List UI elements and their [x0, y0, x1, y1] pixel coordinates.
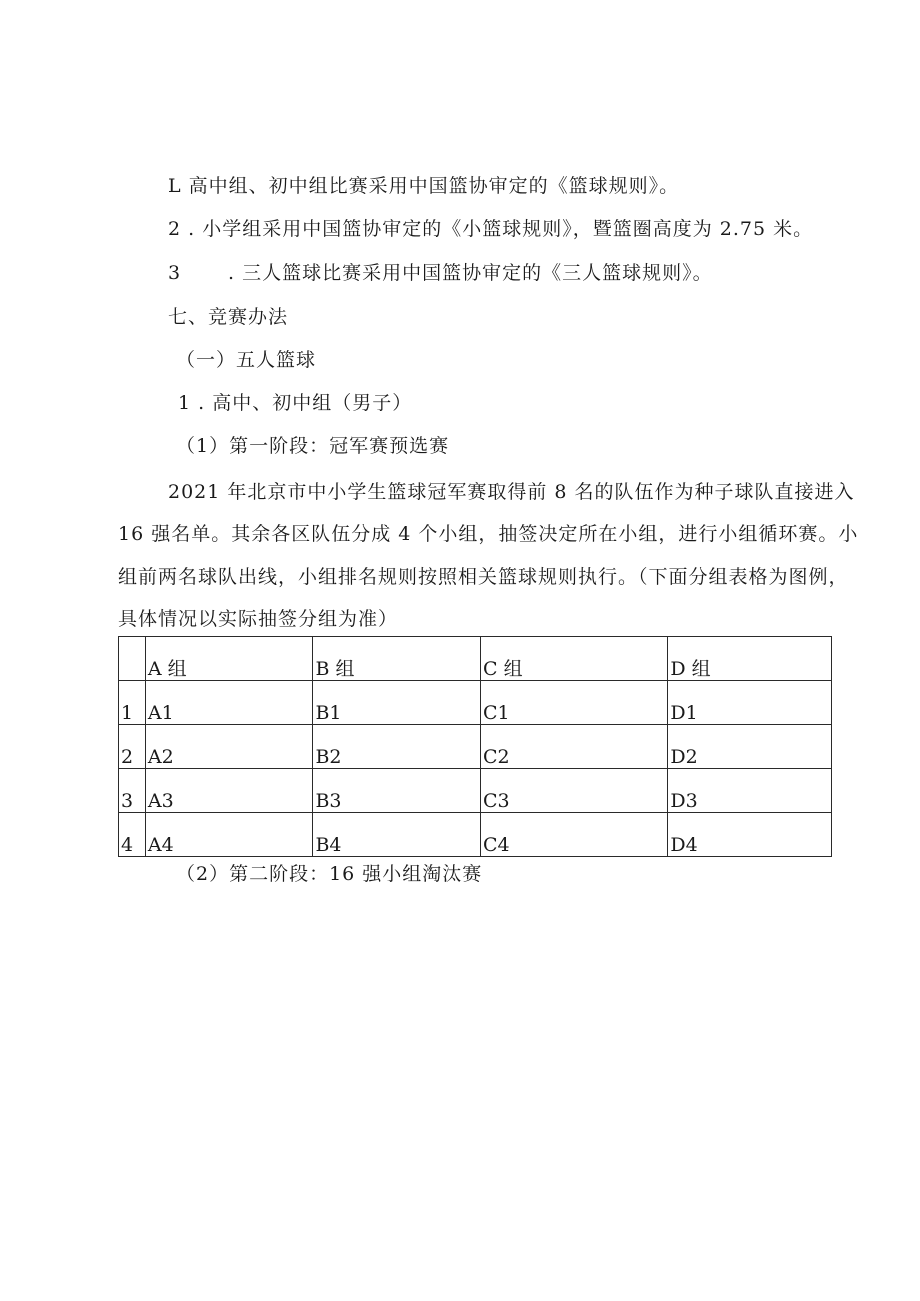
table-row [119, 769, 832, 813]
table-cell: A2 [145, 725, 313, 769]
table-cell: 1 [119, 681, 146, 725]
table-cell: D1 [668, 681, 832, 725]
subsection-high-middle-boys: 1 . 高中、初中组（男子） [178, 392, 413, 414]
table-cell: 3 [119, 769, 146, 813]
table-cell: C4 [481, 813, 668, 857]
table-cell: A4 [145, 813, 313, 857]
rule-item-2: 2 . 小学组采用中国篮协审定的《小篮球规则》，暨篮圈高度为 2.75 米。 [168, 218, 814, 240]
paragraph-line: 组前两名球队出线，小组排名规则按照相关篮球规则执行。（下面分组表格为图例， [118, 566, 849, 588]
section-heading-7: 七、竞赛办法 [168, 306, 289, 328]
table-cell: C1 [481, 681, 668, 725]
stage-1-title: （1）第一阶段：冠军赛预选赛 [176, 435, 450, 457]
rule-item-3 [168, 261, 713, 285]
stage-2-title: （2）第二阶段：16 强小组淘汰赛 [176, 863, 483, 885]
table-row [119, 725, 832, 769]
table-cell: D3 [668, 769, 832, 813]
table-cell: B4 [313, 813, 481, 857]
rule-item-3-text: . 三人篮球比赛采用中国篮协审定的《三人篮球规则》。 [228, 262, 713, 284]
table-header-cell: D 组 [668, 637, 832, 681]
table-cell: D2 [668, 725, 832, 769]
rule-item-1: L 高中组、初中组比赛采用中国篮协审定的《篮球规则》。 [168, 175, 680, 197]
table-row [119, 813, 832, 857]
table-row [119, 681, 832, 725]
table-cell: A3 [145, 769, 313, 813]
table-cell: 2 [119, 725, 146, 769]
table-cell: 4 [119, 813, 146, 857]
rule-item-3-number: 3 [168, 262, 182, 284]
table-header-cell [119, 637, 146, 681]
table-cell: B1 [313, 681, 481, 725]
table-cell: B2 [313, 725, 481, 769]
group-draw-table [118, 636, 832, 857]
paragraph-line: 16 强名单。其余各区队伍分成 4 个小组，抽签决定所在小组，进行小组循环赛。小 [118, 523, 859, 545]
table-cell: C3 [481, 769, 668, 813]
table-cell: C2 [481, 725, 668, 769]
table-header-cell: A 组 [145, 637, 313, 681]
table-cell: A1 [145, 681, 313, 725]
table-header-row [119, 637, 832, 681]
table-header-cell: C 组 [481, 637, 668, 681]
paragraph-line: 2021 年北京市中小学生篮球冠军赛取得前 8 名的队伍作为种子球队直接进入 [168, 481, 855, 503]
table-header-cell: B 组 [313, 637, 481, 681]
paragraph-line: 具体情况以实际抽签分组为准） [118, 608, 399, 630]
subsection-five-player: （一）五人篮球 [176, 349, 317, 371]
table-cell: B3 [313, 769, 481, 813]
table-cell: D4 [668, 813, 832, 857]
